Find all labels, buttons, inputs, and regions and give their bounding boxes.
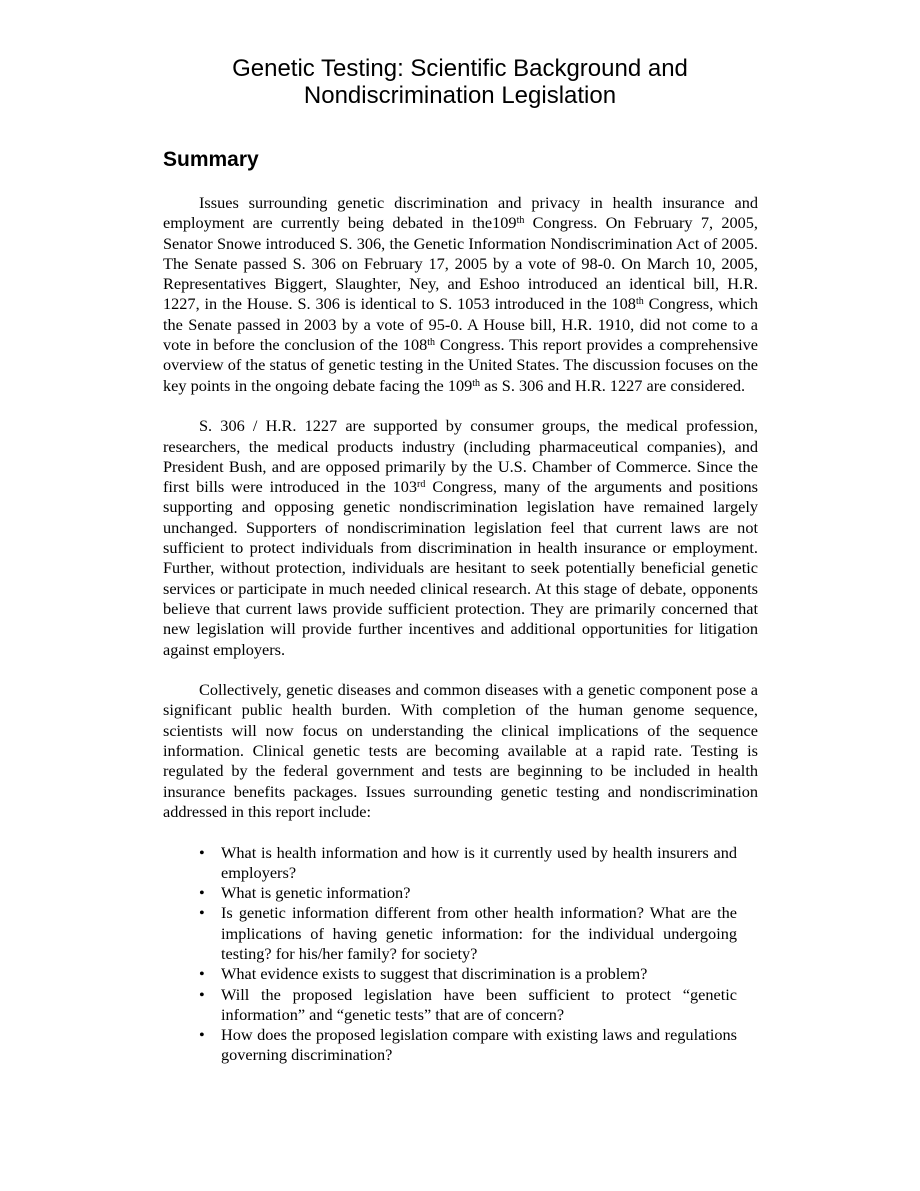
paragraph-text: Congress, which the Senate passed in 2003 by a vote of 95-0. A House bill, H.R. 1910, did not come to a vote in before the conclusion of the 108 bbox=[163, 294, 758, 355]
ordinal-suffix: th bbox=[635, 296, 644, 308]
bullet-icon: • bbox=[199, 883, 205, 903]
bullet-icon: • bbox=[199, 903, 205, 923]
issues-list bbox=[199, 843, 737, 1066]
document-title bbox=[150, 55, 770, 109]
title-line-2: Nondiscrimination Legislation bbox=[303, 82, 617, 109]
paragraph-text: Issues surrounding genetic discrimination and privacy in health insurance and employment are currently being debated in the109 bbox=[163, 193, 758, 233]
paragraph-text: as S. 306 and H.R. 1227 are considered. bbox=[480, 375, 746, 395]
paragraph-text: Congress, many of the arguments and positions supporting and opposing genetic nondiscrimination legislation have remained largely unchanged. Supporters of nondiscrimination legislation feel that current laws are not sufficient to protect individuals from discrimination in health insurance or employment. Further, without protection, individuals are hesitant to seek potentially beneficial genetic services or participate in much needed clinical research. At this stage of debate, opponents believe that current laws provide sufficient protection. They are primarily concerned that new legislation will provide further incentives and additional opportunities for litigation against employers. bbox=[163, 477, 758, 659]
list-item-text: Will the proposed legislation have been sufficient to protect “genetic information” and “genetic tests” that are of concern? bbox=[221, 984, 737, 1024]
list-item bbox=[199, 903, 737, 964]
list-item-text: What is health information and how is it currently used by health insurers and employers? bbox=[221, 842, 737, 882]
summary-body bbox=[163, 193, 758, 1066]
list-item bbox=[199, 843, 737, 884]
bullet-icon: • bbox=[199, 1025, 205, 1045]
list-item bbox=[199, 985, 737, 1026]
bullet-icon: • bbox=[199, 984, 205, 1004]
paragraph bbox=[163, 416, 758, 660]
bullet-icon: • bbox=[199, 964, 205, 984]
title-line-1: Genetic Testing: Scientific Background and bbox=[232, 55, 688, 82]
paragraph-text: Congress. On February 7, 2005, Senator Snowe introduced S. 306, the Genetic Information Nondiscrimination Act of 2005. The Senate passed S. 306 on February 17, 2005 by a vote of 98-0. On March 10, 2005, Representatives Biggert, Slaughter, Ney, and Eshoo introduced an identical bill, H.R. 1227, in the House. S. 306 is identical to S. 1053 introduced in the 108 bbox=[163, 213, 758, 314]
list-item-text: What is genetic information? bbox=[221, 883, 411, 903]
list-item bbox=[199, 964, 737, 984]
paragraph bbox=[163, 193, 758, 396]
paragraph bbox=[163, 680, 758, 822]
ordinal-suffix: th bbox=[516, 215, 525, 227]
list-item bbox=[199, 1025, 737, 1066]
list-item bbox=[199, 883, 737, 903]
ordinal-suffix: rd bbox=[417, 479, 426, 491]
list-item-text: What evidence exists to suggest that discrimination is a problem? bbox=[221, 964, 648, 984]
ordinal-suffix: th bbox=[427, 337, 436, 349]
section-heading-summary: Summary bbox=[163, 148, 259, 171]
list-item-text: How does the proposed legislation compare with existing laws and regulations governing discrimination? bbox=[221, 1025, 737, 1065]
paragraph-text: Collectively, genetic diseases and common diseases with a genetic component pose a significant public health burden. With completion of the human genome sequence, scientists will now focus on understanding the clinical implications of the sequence information. Clinical genetic tests are becoming available at a rapid rate. Testing is regulated by the federal government and tests are beginning to be included in health insurance benefits packages. Issues surrounding genetic testing and nondiscrimination addressed in this report include: bbox=[163, 680, 758, 821]
list-item-text: Is genetic information different from other health information? What are the implications of having genetic information: for the individual undergoing testing? for his/her family? for society? bbox=[221, 903, 737, 963]
paragraph-text: Congress. This report provides a comprehensive overview of the status of genetic testing in the United States. The discussion focuses on the key points in the ongoing debate facing the 109 bbox=[163, 335, 758, 395]
paragraph-text: S. 306 / H.R. 1227 are supported by consumer groups, the medical profession, researchers, the medical products industry (including pharmaceutical companies), and President Bush, and are opposed primarily by the U.S. Chamber of Commerce. Since the first bills were introduced in the 103 bbox=[163, 416, 758, 497]
bullet-icon: • bbox=[199, 842, 205, 862]
ordinal-suffix: th bbox=[472, 377, 481, 389]
